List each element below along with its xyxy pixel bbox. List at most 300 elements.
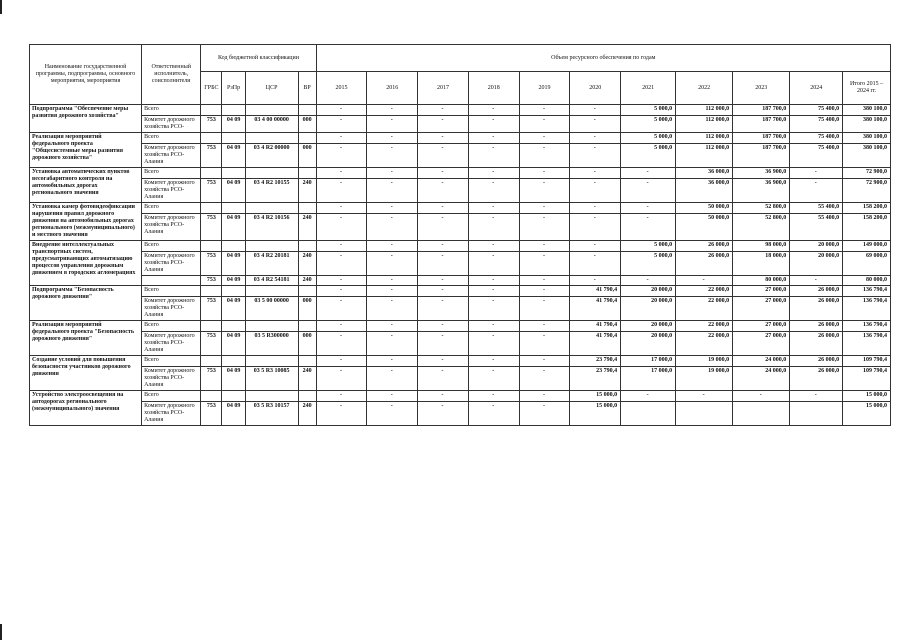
row-responsible: Всего: [142, 356, 201, 367]
row-value-2019: -: [519, 297, 570, 321]
row-value-2022: 36 000,0: [676, 168, 733, 179]
row-grbs: [201, 356, 222, 367]
row-value-2019: -: [519, 356, 570, 367]
row-value-2016: -: [367, 133, 418, 144]
table-row: [30, 332, 891, 356]
row-total: 109 790,4: [843, 367, 891, 391]
row-value-2017: -: [418, 356, 469, 367]
row-value-2019: -: [519, 286, 570, 297]
table-row: [30, 402, 891, 426]
row-value-2024: 75 400,0: [790, 133, 843, 144]
row-csr: 03 4 R2 54181: [245, 276, 298, 286]
table-row: [30, 252, 891, 276]
row-value-2018: -: [468, 252, 519, 276]
row-responsible: Комитет дорожного хозяйства РСО-Алания: [142, 252, 201, 276]
row-csr: [245, 391, 298, 402]
row-csr: [245, 168, 298, 179]
table-row: [30, 297, 891, 321]
header-year-2015: 2015: [316, 72, 367, 105]
row-responsible: [142, 276, 201, 286]
row-value-2020: -: [570, 168, 621, 179]
row-total: 380 100,0: [843, 105, 891, 116]
row-value-2017: -: [418, 367, 469, 391]
row-rzpr: [222, 241, 245, 252]
row-rzpr: 04 09: [222, 297, 245, 321]
row-name: Создание условий для повышения безопасности участников дорожного движения: [30, 356, 142, 391]
row-grbs: [201, 105, 222, 116]
table-row: [30, 241, 891, 252]
row-value-2016: -: [367, 179, 418, 203]
row-vr: 000: [298, 297, 316, 321]
row-value-2022: 50 000,0: [676, 203, 733, 214]
row-value-2015: -: [316, 144, 367, 168]
row-total: 380 100,0: [843, 133, 891, 144]
row-value-2016: -: [367, 391, 418, 402]
row-value-2023: 187 700,0: [733, 144, 790, 168]
row-value-2024: -: [790, 276, 843, 286]
row-value-2016: -: [367, 321, 418, 332]
row-grbs: 753: [201, 297, 222, 321]
header-code-2: ЦСР: [245, 72, 298, 105]
row-value-2023: [733, 402, 790, 426]
row-rzpr: [222, 356, 245, 367]
row-rzpr: 04 09: [222, 332, 245, 356]
row-value-2015: -: [316, 105, 367, 116]
row-value-2015: -: [316, 332, 367, 356]
row-grbs: 753: [201, 402, 222, 426]
row-value-2024: 26 000,0: [790, 321, 843, 332]
row-value-2022: 22 000,0: [676, 286, 733, 297]
row-value-2016: -: [367, 241, 418, 252]
row-value-2020: 41 790,4: [570, 286, 621, 297]
row-value-2018: -: [468, 356, 519, 367]
header-years-group: Объем ресурсного обеспечения по годам: [316, 45, 890, 72]
row-value-2021: 20 000,0: [621, 321, 676, 332]
row-grbs: 753: [201, 214, 222, 241]
row-value-2018: -: [468, 367, 519, 391]
row-value-2022: 22 000,0: [676, 332, 733, 356]
row-value-2015: -: [316, 286, 367, 297]
row-value-2017: -: [418, 391, 469, 402]
row-value-2017: -: [418, 168, 469, 179]
row-grbs: 753: [201, 367, 222, 391]
row-value-2019: -: [519, 402, 570, 426]
row-grbs: [201, 203, 222, 214]
row-value-2015: -: [316, 133, 367, 144]
row-responsible: Всего: [142, 321, 201, 332]
row-rzpr: 04 09: [222, 116, 245, 133]
row-total: 69 000,0: [843, 252, 891, 276]
row-responsible: Комитет дорожного хозяйства РСО-Алания: [142, 332, 201, 356]
row-value-2019: -: [519, 214, 570, 241]
row-csr: 03 5 R3 10157: [245, 402, 298, 426]
row-responsible: Комитет дорожного хозяйства РСО-Алания: [142, 367, 201, 391]
row-value-2018: -: [468, 144, 519, 168]
row-value-2018: -: [468, 332, 519, 356]
row-responsible: Всего: [142, 391, 201, 402]
row-value-2021: 5 000,0: [621, 144, 676, 168]
row-value-2018: -: [468, 116, 519, 133]
row-total: 149 000,0: [843, 241, 891, 252]
row-csr: 03 5 00 00000: [245, 297, 298, 321]
row-vr: 000: [298, 332, 316, 356]
row-value-2022: 26 000,0: [676, 252, 733, 276]
header-year-2018: 2018: [468, 72, 519, 105]
row-value-2017: -: [418, 214, 469, 241]
row-vr: 000: [298, 116, 316, 133]
row-total: 72 900,0: [843, 179, 891, 203]
row-name: Реализация мероприятий федерального проекта "Общесистемные меры развития дорожного хозяйства": [30, 133, 142, 168]
row-value-2015: -: [316, 402, 367, 426]
row-responsible: Комитет дорожного хозяйства РСО-Алания: [142, 214, 201, 241]
row-value-2020: -: [570, 214, 621, 241]
row-csr: [245, 203, 298, 214]
row-value-2016: -: [367, 105, 418, 116]
table-row: [30, 133, 891, 144]
row-value-2018: -: [468, 214, 519, 241]
row-value-2023: -: [733, 391, 790, 402]
row-value-2021: -: [621, 391, 676, 402]
header-code-0: ГРБС: [201, 72, 222, 105]
row-value-2015: -: [316, 168, 367, 179]
row-csr: [245, 105, 298, 116]
row-responsible: Всего: [142, 133, 201, 144]
row-value-2017: -: [418, 105, 469, 116]
row-rzpr: 04 09: [222, 276, 245, 286]
row-total: 15 000,0: [843, 391, 891, 402]
row-vr: [298, 321, 316, 332]
row-value-2019: -: [519, 367, 570, 391]
row-value-2016: -: [367, 332, 418, 356]
row-grbs: [201, 321, 222, 332]
row-name: Подпрограмма "Безопасность дорожного движения": [30, 286, 142, 321]
row-value-2016: -: [367, 214, 418, 241]
table-row: [30, 168, 891, 179]
row-responsible: Всего: [142, 105, 201, 116]
row-grbs: [201, 391, 222, 402]
row-name: Устройство электроосвещения на автодорогах регионального (межмуниципального) значения: [30, 391, 142, 426]
row-vr: 240: [298, 402, 316, 426]
row-value-2023: 80 000,0: [733, 276, 790, 286]
row-value-2021: 5 000,0: [621, 133, 676, 144]
row-vr: 000: [298, 144, 316, 168]
header-total: Итого 2015 – 2024 гг.: [843, 72, 891, 105]
row-value-2024: 20 000,0: [790, 241, 843, 252]
row-value-2022: 22 000,0: [676, 297, 733, 321]
row-vr: [298, 286, 316, 297]
table-row: [30, 214, 891, 241]
row-value-2022: 36 000,0: [676, 179, 733, 203]
row-value-2018: -: [468, 391, 519, 402]
row-rzpr: 04 09: [222, 367, 245, 391]
row-value-2020: -: [570, 276, 621, 286]
row-value-2020: 23 790,4: [570, 367, 621, 391]
row-value-2021: 20 000,0: [621, 332, 676, 356]
row-value-2017: -: [418, 332, 469, 356]
row-name: Реализация мероприятий федерального проекта "Безопасность дорожного движения": [30, 321, 142, 356]
row-value-2015: -: [316, 356, 367, 367]
row-responsible: Всего: [142, 241, 201, 252]
row-value-2022: 50 000,0: [676, 214, 733, 241]
row-grbs: [201, 241, 222, 252]
row-value-2020: 23 790,4: [570, 356, 621, 367]
row-value-2019: -: [519, 116, 570, 133]
row-value-2024: 75 400,0: [790, 144, 843, 168]
row-csr: 03 5 R300000: [245, 332, 298, 356]
row-value-2015: -: [316, 321, 367, 332]
header-year-2017: 2017: [418, 72, 469, 105]
row-value-2022: 26 000,0: [676, 241, 733, 252]
row-csr: 03 4 R2 20181: [245, 252, 298, 276]
row-total: 380 100,0: [843, 116, 891, 133]
row-value-2019: -: [519, 252, 570, 276]
row-value-2023: 24 000,0: [733, 356, 790, 367]
row-value-2018: -: [468, 241, 519, 252]
row-value-2023: 52 800,0: [733, 214, 790, 241]
row-value-2020: -: [570, 241, 621, 252]
row-value-2024: -: [790, 179, 843, 203]
row-value-2019: -: [519, 391, 570, 402]
row-value-2020: -: [570, 203, 621, 214]
row-vr: [298, 356, 316, 367]
header-year-2021: 2021: [621, 72, 676, 105]
row-value-2019: -: [519, 168, 570, 179]
row-value-2016: -: [367, 356, 418, 367]
row-value-2024: 20 000,0: [790, 252, 843, 276]
row-value-2023: 52 800,0: [733, 203, 790, 214]
row-value-2015: -: [316, 367, 367, 391]
row-value-2022: 112 000,0: [676, 133, 733, 144]
row-value-2022: 19 000,0: [676, 367, 733, 391]
row-value-2017: -: [418, 144, 469, 168]
row-rzpr: [222, 286, 245, 297]
row-value-2017: -: [418, 203, 469, 214]
table-row: [30, 286, 891, 297]
row-value-2020: 41 790,4: [570, 321, 621, 332]
row-value-2022: 19 000,0: [676, 356, 733, 367]
table-body: [30, 105, 891, 426]
row-csr: [245, 241, 298, 252]
row-value-2021: -: [621, 168, 676, 179]
row-csr: [245, 356, 298, 367]
header-year-2016: 2016: [367, 72, 418, 105]
row-grbs: 753: [201, 332, 222, 356]
row-value-2016: -: [367, 144, 418, 168]
row-value-2024: 55 400,0: [790, 203, 843, 214]
row-value-2023: 24 000,0: [733, 367, 790, 391]
row-value-2016: -: [367, 116, 418, 133]
row-value-2021: [621, 402, 676, 426]
row-value-2022: 22 000,0: [676, 321, 733, 332]
row-grbs: 753: [201, 252, 222, 276]
row-value-2023: 187 700,0: [733, 105, 790, 116]
header-year-2023: 2023: [733, 72, 790, 105]
row-grbs: 753: [201, 116, 222, 133]
row-total: 72 900,0: [843, 168, 891, 179]
row-value-2020: -: [570, 133, 621, 144]
header-year-2022: 2022: [676, 72, 733, 105]
row-rzpr: [222, 391, 245, 402]
header-code-1: РзПр: [222, 72, 245, 105]
table-row: [30, 105, 891, 116]
row-total: 15 000,0: [843, 402, 891, 426]
row-value-2017: -: [418, 241, 469, 252]
row-total: 136 790,4: [843, 286, 891, 297]
row-total: 136 790,4: [843, 332, 891, 356]
table-header: [30, 45, 891, 105]
row-grbs: [201, 133, 222, 144]
row-responsible: Комитет дорожного хозяйства РСО-Алания: [142, 144, 201, 168]
row-total: 80 000,0: [843, 276, 891, 286]
row-value-2019: -: [519, 203, 570, 214]
row-value-2020: -: [570, 179, 621, 203]
row-responsible: Комитет дорожного хозяйства РСО-Алания: [142, 179, 201, 203]
row-value-2021: -: [621, 214, 676, 241]
row-total: 109 790,4: [843, 356, 891, 367]
row-value-2016: -: [367, 286, 418, 297]
row-vr: 240: [298, 179, 316, 203]
row-rzpr: 04 09: [222, 252, 245, 276]
row-value-2020: -: [570, 144, 621, 168]
row-value-2016: -: [367, 252, 418, 276]
row-value-2015: -: [316, 391, 367, 402]
row-value-2019: -: [519, 276, 570, 286]
row-total: 136 790,4: [843, 297, 891, 321]
row-value-2021: 5 000,0: [621, 105, 676, 116]
row-rzpr: [222, 105, 245, 116]
row-total: 136 790,4: [843, 321, 891, 332]
row-csr: 03 4 R2 10155: [245, 179, 298, 203]
row-value-2017: -: [418, 116, 469, 133]
table-row: [30, 179, 891, 203]
row-responsible: Всего: [142, 168, 201, 179]
row-value-2024: -: [790, 391, 843, 402]
row-value-2021: -: [621, 203, 676, 214]
row-grbs: 753: [201, 179, 222, 203]
row-value-2020: 41 790,4: [570, 297, 621, 321]
row-value-2022: -: [676, 391, 733, 402]
table-row: [30, 367, 891, 391]
row-value-2019: -: [519, 144, 570, 168]
row-total: 158 200,0: [843, 214, 891, 241]
row-value-2015: -: [316, 297, 367, 321]
header-year-2019: 2019: [519, 72, 570, 105]
row-value-2015: -: [316, 203, 367, 214]
header-year-2024: 2024: [790, 72, 843, 105]
row-value-2023: 36 900,0: [733, 168, 790, 179]
row-csr: 03 4 00 00000: [245, 116, 298, 133]
row-value-2023: 36 900,0: [733, 179, 790, 203]
row-value-2020: -: [570, 252, 621, 276]
row-value-2018: -: [468, 133, 519, 144]
table-row: [30, 321, 891, 332]
row-value-2018: -: [468, 203, 519, 214]
scan-corner-mark-bottom: [0, 624, 2, 640]
row-rzpr: [222, 321, 245, 332]
row-value-2018: -: [468, 179, 519, 203]
table-row: [30, 276, 891, 286]
row-value-2020: 41 790,4: [570, 332, 621, 356]
header-name: Наименование государственной программы, подпрограммы, основного мероприятия, мероприятия: [30, 45, 142, 105]
row-value-2021: 17 000,0: [621, 356, 676, 367]
row-value-2023: 27 000,0: [733, 286, 790, 297]
row-value-2018: -: [468, 168, 519, 179]
row-csr: 03 4 R2 10156: [245, 214, 298, 241]
row-rzpr: [222, 203, 245, 214]
row-value-2021: 17 000,0: [621, 367, 676, 391]
row-value-2024: 26 000,0: [790, 286, 843, 297]
row-value-2019: -: [519, 179, 570, 203]
row-csr: [245, 133, 298, 144]
row-value-2017: -: [418, 321, 469, 332]
row-value-2023: 27 000,0: [733, 297, 790, 321]
row-responsible: Всего: [142, 203, 201, 214]
scan-corner-mark-top: [0, 0, 2, 14]
row-value-2023: 27 000,0: [733, 332, 790, 356]
row-vr: [298, 168, 316, 179]
row-value-2018: -: [468, 286, 519, 297]
header-responsible: Ответственный исполнитель, соисполнители: [142, 45, 201, 105]
row-value-2020: -: [570, 116, 621, 133]
header-code-3: ВР: [298, 72, 316, 105]
row-value-2018: -: [468, 402, 519, 426]
row-vr: 240: [298, 276, 316, 286]
row-value-2015: -: [316, 116, 367, 133]
table-row: [30, 203, 891, 214]
row-responsible: Всего: [142, 286, 201, 297]
row-value-2024: 75 400,0: [790, 116, 843, 133]
row-name: Установка камер фотовидеофиксации нарушения правил дорожного движения на автомобильных дорогах регионального (межмуниципального) и местного значения: [30, 203, 142, 241]
row-rzpr: 04 09: [222, 144, 245, 168]
row-value-2015: -: [316, 252, 367, 276]
row-vr: 240: [298, 214, 316, 241]
row-vr: [298, 241, 316, 252]
row-vr: 240: [298, 367, 316, 391]
row-rzpr: 04 09: [222, 214, 245, 241]
row-value-2019: -: [519, 332, 570, 356]
row-vr: 240: [298, 252, 316, 276]
row-csr: 03 5 R3 10085: [245, 367, 298, 391]
row-csr: [245, 321, 298, 332]
row-value-2022: -: [676, 276, 733, 286]
row-value-2017: -: [418, 286, 469, 297]
row-value-2021: 5 000,0: [621, 116, 676, 133]
row-value-2019: -: [519, 321, 570, 332]
row-value-2023: 187 700,0: [733, 116, 790, 133]
row-value-2022: 112 000,0: [676, 116, 733, 133]
row-csr: 03 4 R2 00000: [245, 144, 298, 168]
row-name: Внедрение интеллектуальных транспортных систем, предусматривающих автоматизацию процессов управления дорожным движением в городских агломерациях: [30, 241, 142, 286]
row-value-2018: -: [468, 105, 519, 116]
row-vr: [298, 133, 316, 144]
row-responsible: Комитет дорожного хозяйства РСО-Алания: [142, 297, 201, 321]
row-value-2018: -: [468, 297, 519, 321]
row-value-2018: -: [468, 276, 519, 286]
row-grbs: [201, 286, 222, 297]
row-total: 380 100,0: [843, 144, 891, 168]
row-value-2024: -: [790, 168, 843, 179]
row-name: Подпрограмма "Обеспечение меры развития дорожного хозяйства": [30, 105, 142, 133]
header-year-2020: 2020: [570, 72, 621, 105]
row-value-2017: -: [418, 297, 469, 321]
row-value-2024: 26 000,0: [790, 332, 843, 356]
row-grbs: [201, 168, 222, 179]
row-value-2021: -: [621, 276, 676, 286]
table-row: [30, 391, 891, 402]
row-value-2016: -: [367, 367, 418, 391]
row-total: 158 200,0: [843, 203, 891, 214]
row-value-2020: 15 000,0: [570, 402, 621, 426]
